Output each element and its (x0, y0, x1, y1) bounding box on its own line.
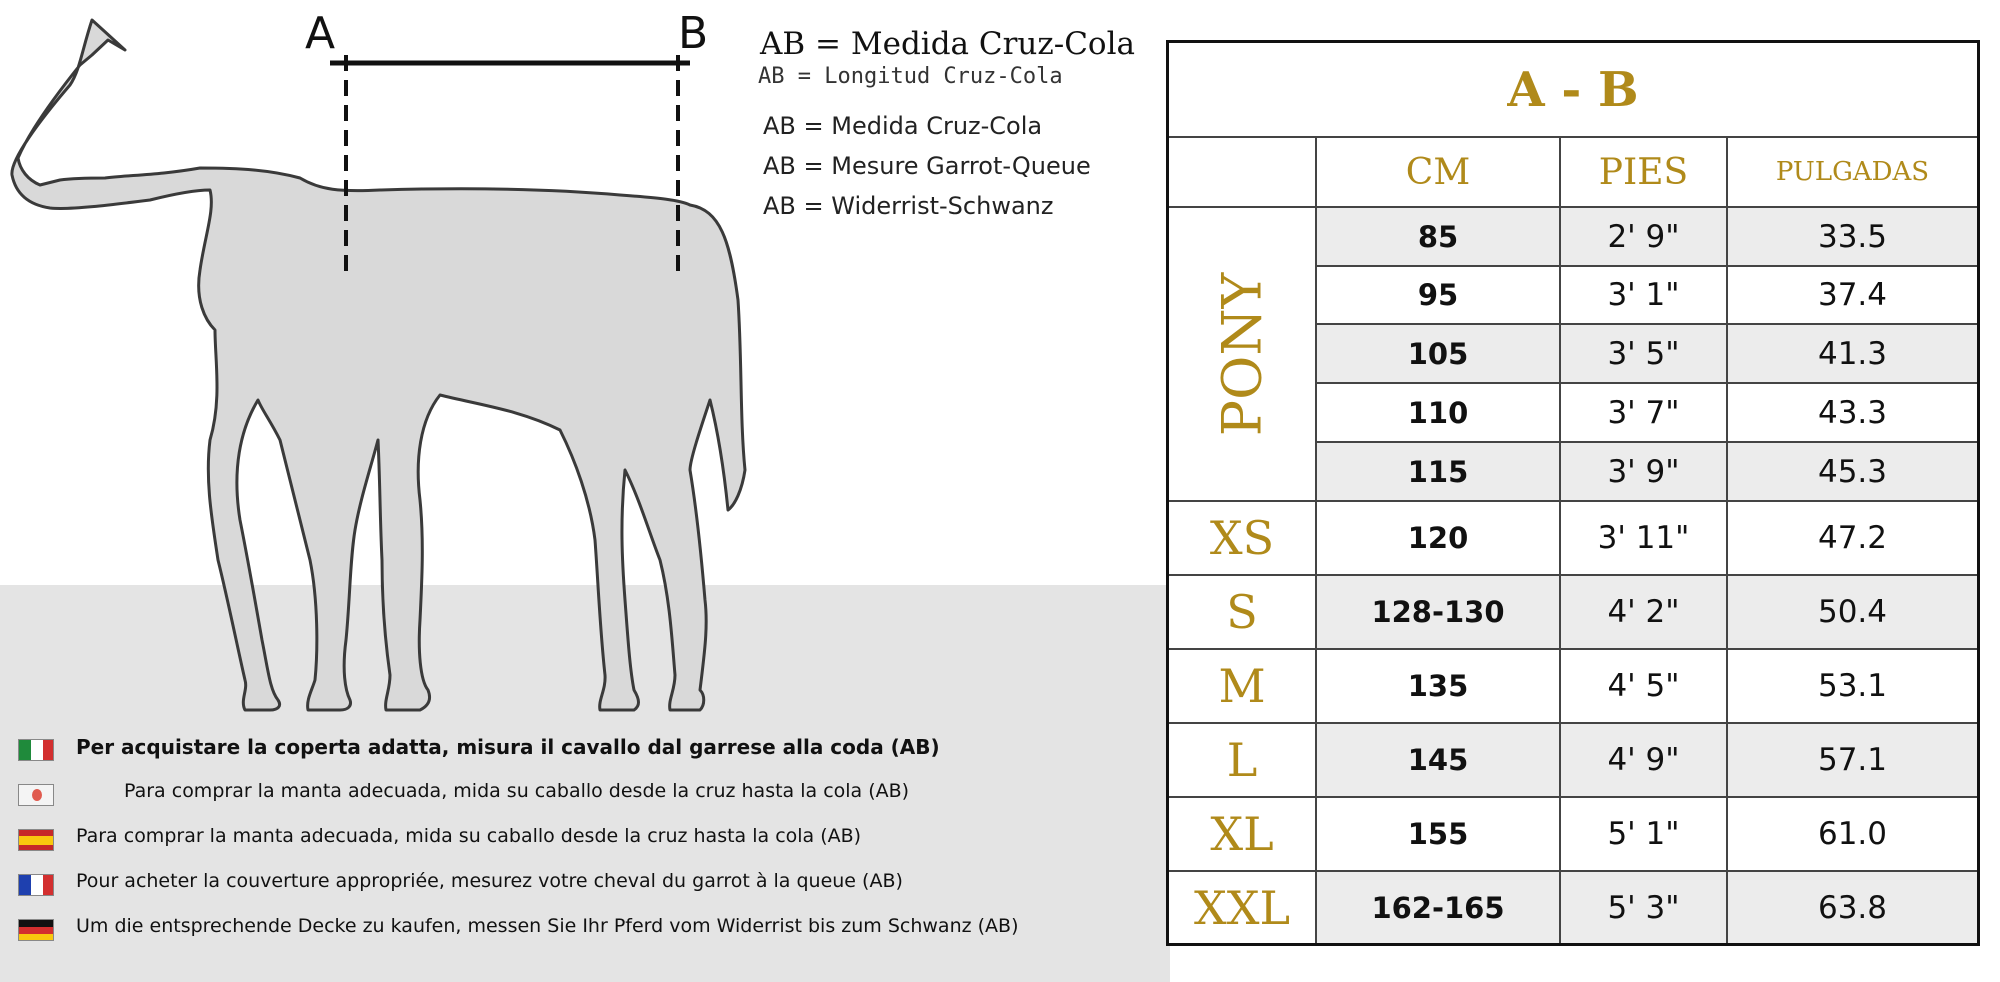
instruction-catalan (18, 778, 1168, 812)
instruction-text: Pour acheter la couverture appropriée, mesurez votre cheval du garrot à la queue (AB) (76, 870, 903, 892)
feet-value: 4' 9" (1561, 724, 1728, 798)
header-cm: CM (1317, 138, 1561, 208)
instruction-text: Para comprar la manta adecuada, mida su caballo desde la cruz hasta la cola (AB) (124, 780, 910, 802)
france-flag-icon (18, 874, 54, 896)
instruction-french (18, 868, 1168, 902)
cm-value: 135 (1317, 650, 1561, 724)
header-blank (1169, 138, 1317, 208)
italy-flag-icon (18, 739, 54, 761)
inches-value: 41.3 (1728, 325, 1977, 384)
cm-value: 105 (1317, 325, 1561, 384)
cm-value: 120 (1317, 502, 1561, 576)
inches-value: 50.4 (1728, 576, 1977, 650)
instruction-spanish (18, 823, 1168, 857)
size-label-xl: XL (1169, 798, 1317, 872)
inches-value: 63.8 (1728, 872, 1977, 943)
feet-value: 3' 11" (1561, 502, 1728, 576)
instruction-italian (18, 733, 1168, 767)
legend-subtitle: AB = Longitud Cruz-Cola (758, 64, 1063, 89)
horse-silhouette (12, 20, 745, 710)
cm-value: 95 (1317, 267, 1561, 325)
feet-value: 3' 9" (1561, 443, 1728, 502)
point-b-label: B (678, 8, 709, 59)
feet-value: 5' 1" (1561, 798, 1728, 872)
instruction-text: Per acquistare la coperta adatta, misura il cavallo dal garrese alla coda (AB) (76, 735, 940, 759)
feet-value: 4' 2" (1561, 576, 1728, 650)
inches-value: 37.4 (1728, 267, 1977, 325)
size-label-pony: PONY (1169, 208, 1317, 502)
size-label-xs: XS (1169, 502, 1317, 576)
inches-value: 47.2 (1728, 502, 1977, 576)
size-label-l: L (1169, 724, 1317, 798)
spain-flag-icon (18, 829, 54, 851)
instruction-text: Um die entsprechende Decke zu kaufen, messen Sie Ihr Pferd vom Widerrist bis zum Schwanz (AB) (76, 915, 1019, 937)
feet-value: 4' 5" (1561, 650, 1728, 724)
size-label-m: M (1169, 650, 1317, 724)
instruction-german (18, 913, 1168, 947)
cm-value: 155 (1317, 798, 1561, 872)
cm-value: 145 (1317, 724, 1561, 798)
table-title: A - B (1169, 43, 1977, 138)
feet-value: 5' 3" (1561, 872, 1728, 943)
cm-value: 162-165 (1317, 872, 1561, 943)
feet-value: 3' 7" (1561, 384, 1728, 443)
legend-line: AB = Medida Cruz-Cola (763, 112, 1043, 140)
instruction-text: Para comprar la manta adecuada, mida su caballo desde la cruz hasta la cola (AB) (76, 825, 862, 847)
cm-value: 110 (1317, 384, 1561, 443)
header-inches: PULGADAS (1728, 138, 1977, 208)
size-table (1166, 40, 1980, 946)
feet-value: 3' 5" (1561, 325, 1728, 384)
feet-value: 2' 9" (1561, 208, 1728, 267)
legend-line: AB = Mesure Garrot-Queue (763, 152, 1091, 180)
inches-value: 33.5 (1728, 208, 1977, 267)
legend-title: AB = Medida Cruz-Cola (760, 26, 1135, 62)
cm-value: 115 (1317, 443, 1561, 502)
header-feet: PIES (1561, 138, 1728, 208)
legend-line: AB = Widerrist-Schwanz (763, 192, 1054, 220)
germany-flag-icon (18, 919, 54, 941)
inches-value: 53.1 (1728, 650, 1977, 724)
feet-value: 3' 1" (1561, 267, 1728, 325)
catalonia-flag-icon (18, 784, 54, 806)
size-label-xxl: XXL (1169, 872, 1317, 943)
inches-value: 57.1 (1728, 724, 1977, 798)
size-label-s: S (1169, 576, 1317, 650)
horse-diagram (0, 0, 1170, 730)
inches-value: 43.3 (1728, 384, 1977, 443)
cm-value: 128-130 (1317, 576, 1561, 650)
inches-value: 61.0 (1728, 798, 1977, 872)
point-a-label: A (305, 8, 336, 59)
inches-value: 45.3 (1728, 443, 1977, 502)
cm-value: 85 (1317, 208, 1561, 267)
